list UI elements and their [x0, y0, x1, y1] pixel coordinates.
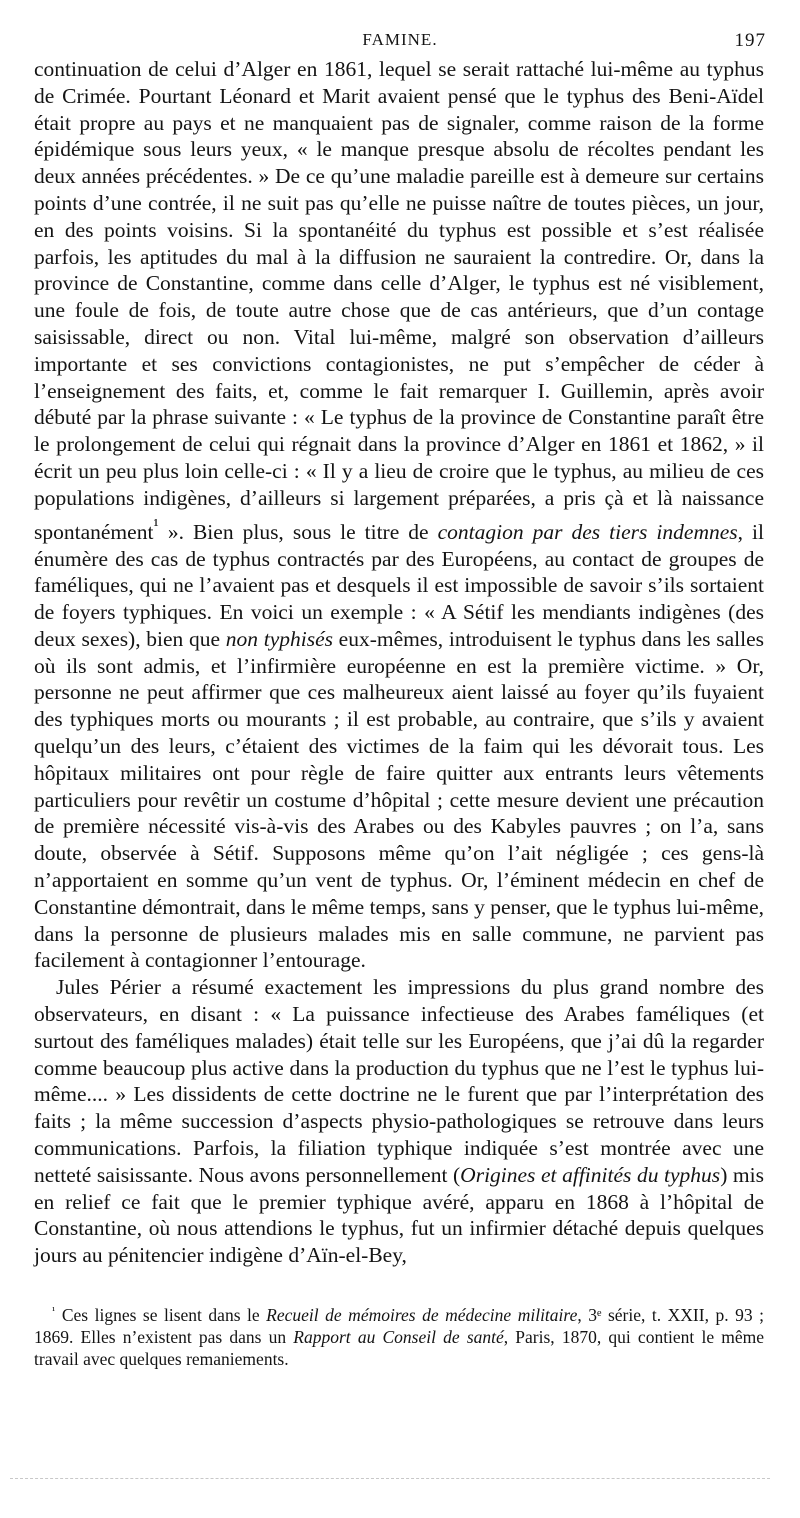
italic-text: non typhisés [225, 626, 333, 651]
footnote-marker: ¹ [52, 1305, 56, 1317]
footnotes [34, 1300, 764, 1370]
text-run: , il énumère des cas de typhus contractés par des Européens, au contact de groupes de faméliques, qui ne l’avaient pas et desquels il est impossible de savoir s’ils sortaient de foyers typhiques. En voici un exemple : « A Sétif les mendiants indigènes (des deux sexes), bien que [34, 519, 764, 651]
body-text [34, 56, 764, 1269]
footnote [34, 1300, 764, 1370]
text-run: Ces lignes se lisent dans le [55, 1304, 267, 1325]
paragraph [34, 974, 764, 1269]
text-run: eux-mêmes, introduisent le typhus dans les salles où ils sont admis, et l’infirmière européenne en est la première victime. » Or, personne ne peut affirmer que ces malheureux aient laissé au foyer qu’ils fuyaient des typhiques morts ou mourants ; il est probable, au contraire, que s’ils y avaient quelqu’un des leurs, c’étaient des victimes de la faim qui les dévorait tous. Les hôpitaux militaires ont pour règle de faire quitter aux entrants leurs vêtements particuliers pour revêtir un costume d’hôpital ; cette mesure devient une précaution de première nécessité vis-à-vis des Arabes ou des Kabyles pauvres ; on l’a, sans doute, observée à Sétif. Supposons même qu’on l’ait négligée ; ces gens-là n’apportaient en somme qu’un vent de typhus. Or, l’éminent médecin en chef de Constantine démontrait, dans le même temps, sans y penser, que le typhus lui-même, dans la personne de plusieurs malades mis en salle commune, ne parvient pas facilement à contagionner l’entourage. [34, 626, 764, 973]
running-title: FAMINE. [362, 30, 438, 49]
italic-text: Origines et affinités du typhus [460, 1162, 721, 1187]
text-run: ». Bien plus, sous le titre de [158, 519, 438, 544]
text-run: ) mis en relief ce fait que le premier typhique avéré, apparu en 1868 à l’hôpital de Constantine, où nous attendions le typhus, fut un infirmier détaché depuis quelques jours au pénitencier indigène d’Aïn-el-Bey, [34, 1162, 764, 1268]
scan-artifact-line [10, 1478, 770, 1479]
page-number: 197 [734, 30, 766, 51]
footnote-marker: ¹ [153, 514, 159, 535]
italic-text: Recueil de mémoires de médecine militaire [266, 1304, 578, 1325]
running-header [34, 30, 766, 52]
paragraph [34, 56, 764, 974]
text-run: Jules Périer a résumé exactement les impressions du plus grand nombre des observateurs, en disant : « La puissance infectieuse des Arabes faméliques (et surtout des faméliques malades) était telle sur les Européens, que j’ai dû la regarder comme beaucoup plus active dans la production du typhus que ne l’est le typhus lui-même.... » Les dissidents de cette doctrine ne le furent que par l’interprétation des faits ; la même succession d’aspects physio-pathologiques se retrouve dans leurs communications. Parfois, la filiation typhique indiquée s’est montrée avec une netteté saisissante. Nous avons personnellement ( [34, 975, 764, 1187]
text-run: , 3ᵉ série, t. XXII, p. 93 ; 1869. Elles n’existent pas dans un [34, 1304, 764, 1347]
italic-text: Rapport au Conseil de santé [293, 1326, 504, 1347]
text-run: , Paris, 1870, qui contient le même travail avec quelques remaniements. [34, 1326, 765, 1369]
text-run: continuation de celui d’Alger en 1861, lequel se serait rattaché lui-même au typhus de Crimée. Pourtant Léonard et Marit avaient pensé que le typhus des Beni-Aïdel était propre au pays et ne manquaient pas de signaler, comme raison de la forme épidémique sous leurs yeux, « le manque presque absolu de récoltes pendant les deux années précédentes. » De ce qu’une maladie pareille est à demeure sur certains points d’une contrée, il ne suit pas qu’elle ne puisse naître de toutes pièces, un jour, en des points voisins. Si la spontanéité du typhus est possible et s’est réalisée parfois, les aptitudes du mal à la diffusion ne sauraient la contredire. Or, dans la province de Constantine, comme dans celle d’Alger, le typhus est né visiblement, une foule de fois, de toute autre chose que de cas antérieurs, que d’un contage saisissable, direct ou non. Vital lui-même, malgré son observation d’ailleurs importante et ses convictions contagionistes, ne put s’empêcher de céder à l’enseignement des faits, et, comme le fait remarquer I. Guillemin, après avoir débuté par la phrase suivante : « Le typhus de la province de Constantine paraît être le prolongement de celui qui régnait dans la province d’Alger en 1861 et 1862, » il écrit un peu plus loin celle-ci : « Il y a lieu de croire que le typhus, au milieu de ces populations indigènes, d’ailleurs si largement préparées, a pris çà et là naissance spontanément [34, 57, 764, 544]
italic-text: contagion par des tiers indemnes [437, 519, 738, 544]
